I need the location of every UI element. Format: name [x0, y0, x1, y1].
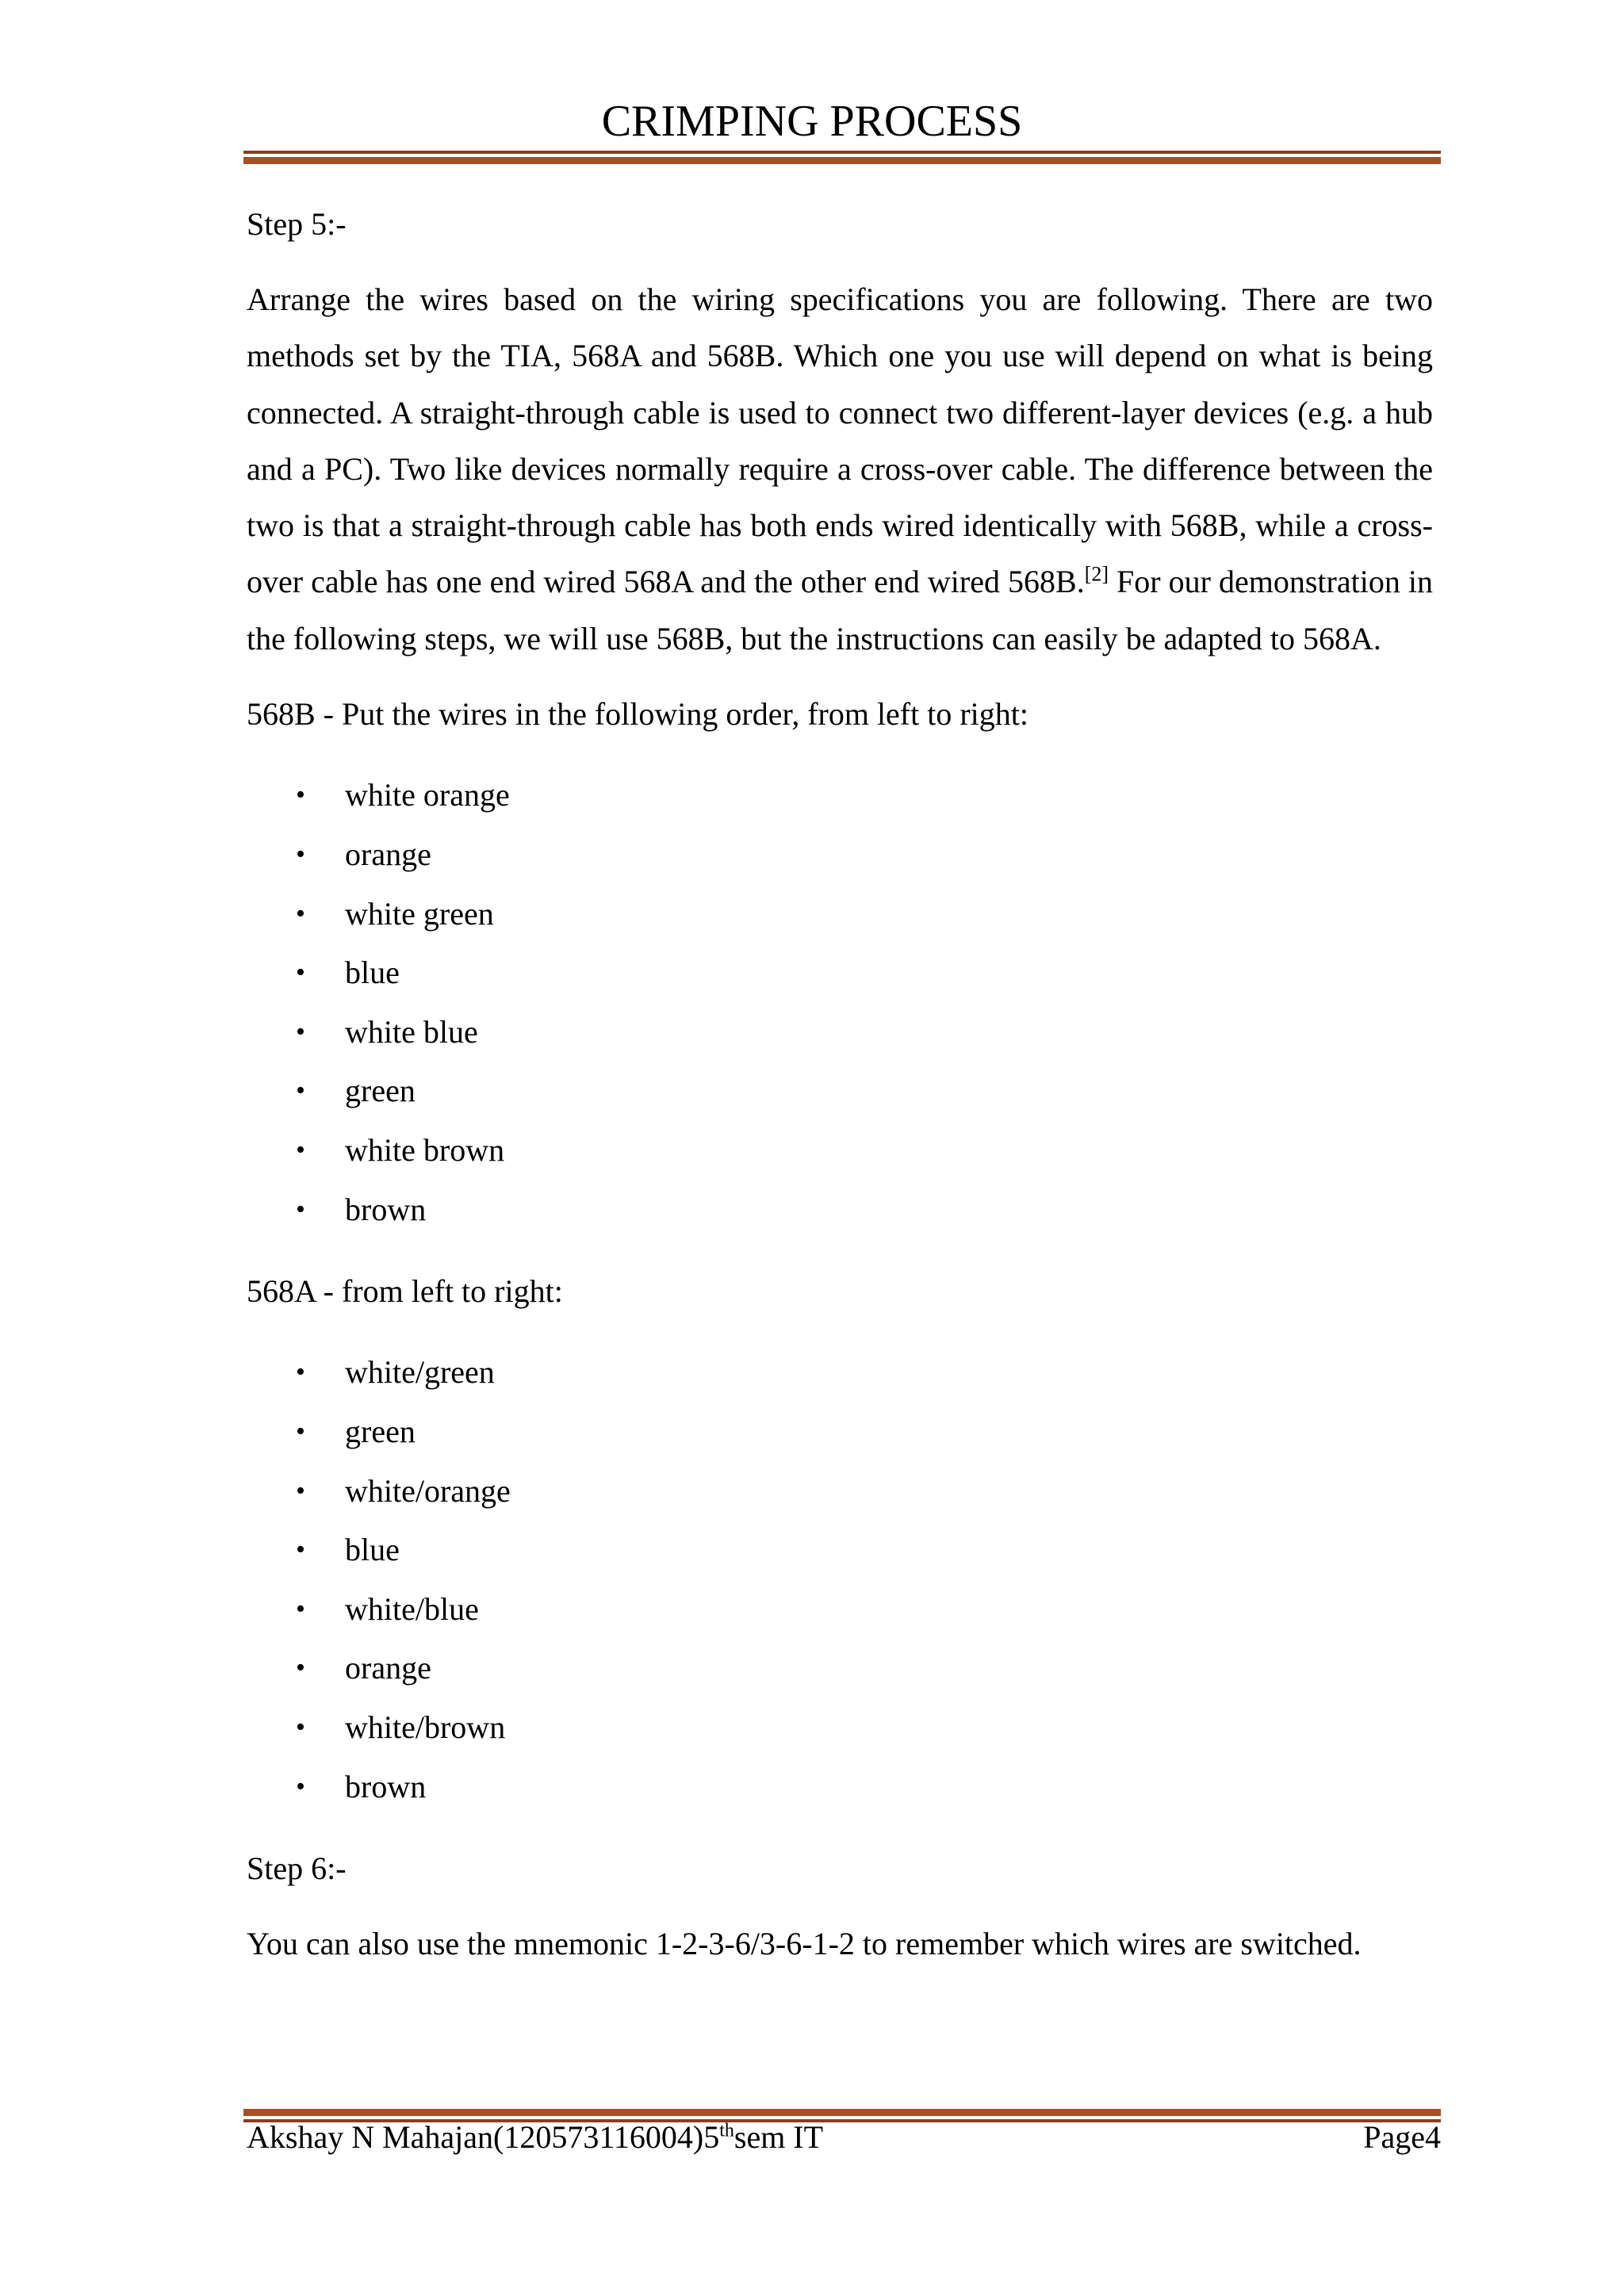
- bullet-icon: •: [296, 1712, 305, 1742]
- footer-author-suffix: sem IT: [733, 2119, 824, 2155]
- bullet-icon: •: [296, 898, 305, 928]
- list-item: [247, 766, 1433, 825]
- 568a-wire-list: [247, 1343, 1433, 1816]
- bullet-icon: •: [296, 1194, 305, 1224]
- list-item: [247, 1521, 1433, 1580]
- bullet-icon: •: [296, 1475, 305, 1506]
- bullet-icon: •: [296, 1594, 305, 1624]
- 568b-lead: 568B - Put the wires in the following order, from left to right:: [247, 696, 1029, 733]
- list-item: [247, 1462, 1433, 1521]
- wire-color-label: white/blue: [345, 1590, 479, 1627]
- step-5-paragraph: [247, 271, 1433, 667]
- step-6-text: You can also use the mnemonic 1-2-3-6/3-6-1-2 to remember which wires are switched.: [247, 1926, 1362, 1962]
- list-item: [247, 1062, 1433, 1121]
- bullet-icon: •: [296, 958, 305, 988]
- 568a-lead: 568A - from left to right:: [247, 1273, 563, 1310]
- bullet-icon: •: [296, 1076, 305, 1106]
- bullet-icon: •: [296, 839, 305, 869]
- list-item: [247, 1003, 1433, 1062]
- step-5-text-continued: For our demonstration in the following steps, we will use 568B, but the instructions can easily be adapted to 568A.: [247, 564, 1433, 656]
- header-rule-thick: [243, 157, 1441, 164]
- footer-superscript: th: [719, 2120, 734, 2141]
- list-item: [247, 1402, 1433, 1462]
- list-item: [247, 885, 1433, 944]
- page-title: CRIMPING PROCESS: [601, 97, 1023, 146]
- list-item: [247, 825, 1433, 885]
- wire-color-label: brown: [345, 1768, 427, 1804]
- bullet-icon: •: [296, 780, 305, 810]
- list-item: [247, 1580, 1433, 1640]
- wire-color-label: white blue: [345, 1013, 478, 1050]
- wire-color-label: green: [345, 1073, 416, 1109]
- list-item: [247, 943, 1433, 1003]
- header-rule-thin: [243, 151, 1441, 154]
- footer-author: [247, 2114, 823, 2161]
- list-item: [247, 1343, 1433, 1402]
- wire-color-label: orange: [345, 836, 431, 872]
- list-item: [247, 1181, 1433, 1240]
- wire-color-label: brown: [345, 1191, 427, 1227]
- bullet-icon: •: [296, 1135, 305, 1165]
- wire-color-label: blue: [345, 955, 400, 991]
- 568b-wire-list: [247, 766, 1433, 1239]
- wire-color-label: white/brown: [345, 1709, 506, 1745]
- step-5-heading: Step 5:-: [247, 206, 347, 242]
- wire-color-label: white/green: [345, 1354, 495, 1391]
- bullet-icon: •: [296, 1653, 305, 1683]
- list-item: [247, 1698, 1433, 1758]
- wire-color-label: white orange: [345, 777, 510, 813]
- wire-color-label: orange: [345, 1650, 431, 1686]
- footer-author-name: Akshay N Mahajan(120573116004)5: [247, 2119, 720, 2155]
- footer-page-number: Page4: [1363, 2119, 1441, 2155]
- wire-color-label: blue: [345, 1532, 400, 1568]
- bullet-icon: •: [296, 1535, 305, 1565]
- list-item: [247, 1121, 1433, 1181]
- wire-color-label: white/orange: [345, 1472, 511, 1509]
- bullet-icon: •: [296, 1357, 305, 1387]
- citation-ref[interactable]: [2]: [1084, 563, 1109, 587]
- wire-color-label: white brown: [345, 1131, 505, 1168]
- document-body: [247, 196, 1433, 1972]
- step-6-heading: Step 6:-: [247, 1850, 347, 1887]
- list-item: [247, 1758, 1433, 1817]
- wire-color-label: green: [345, 1414, 416, 1450]
- wire-color-label: white green: [345, 895, 494, 932]
- bullet-icon: •: [296, 1016, 305, 1047]
- bullet-icon: •: [296, 1771, 305, 1801]
- bullet-icon: •: [296, 1417, 305, 1447]
- list-item: [247, 1639, 1433, 1698]
- step-5-text: Arrange the wires based on the wiring specifications you are following. There are two methods set by the TIA, 568A and 568B. Which one you use will depend on what is being connected. A straight-through cable is used to connect two different-layer devices (e.g. a hub and a PC). Two like devices normally require a cross-over cable. The difference between the two is that a straight-through cable has both ends wired identically with 568B, while a cross-over cable has one end wired 568A and the other end wired 568B.: [247, 281, 1433, 600]
